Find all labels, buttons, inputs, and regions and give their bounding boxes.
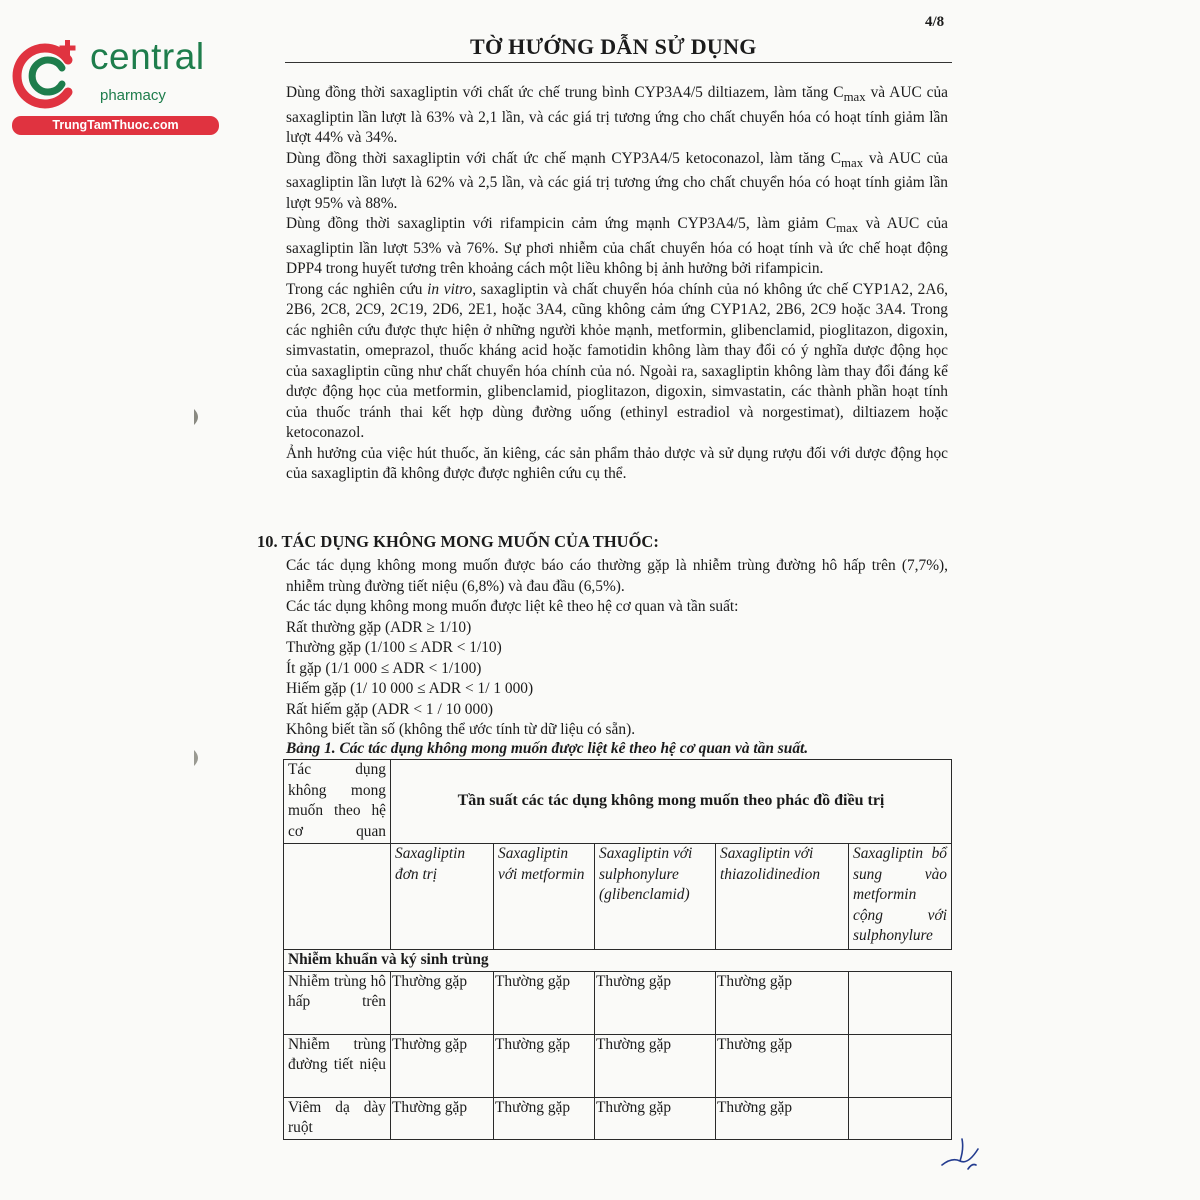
frequency-cell: Thường gặp xyxy=(494,1034,595,1097)
frequency-definition: Ít gặp (1/1 000 ≤ ADR < 1/100) xyxy=(286,659,482,677)
signature-mark xyxy=(938,1135,982,1175)
frequency-cell: Thường gặp xyxy=(716,1034,849,1097)
section-line: Các tác dụng không mong muốn được báo cáo thường gặp là nhiễm trùng đường hô hấp trên (7,7%), nhiễm trùng đường tiết niệu (6,8%) và đau đầu (6,5%). xyxy=(286,557,948,595)
title-divider xyxy=(285,62,952,63)
frequency-cell: Thường gặp xyxy=(595,971,716,1034)
document-title: TỜ HƯỚNG DẪN SỬ DỤNG xyxy=(470,34,757,59)
frequency-cell: Thường gặp xyxy=(716,1097,849,1139)
frequency-cell: Thường gặp xyxy=(595,1097,716,1139)
frequency-cell xyxy=(849,1034,952,1097)
organ-group-label: Nhiễm khuẩn và ký sinh trùng xyxy=(284,950,952,972)
frequency-definition: Thường gặp (1/100 ≤ ADR < 1/10) xyxy=(286,639,502,656)
brand-subtitle: pharmacy xyxy=(100,87,166,104)
frequency-cell: Thường gặp xyxy=(391,1097,494,1139)
adverse-reaction-table xyxy=(283,759,952,1140)
reaction-label: Nhiễm trùng đường tiết niệu xyxy=(284,1034,391,1097)
table-row xyxy=(284,1097,952,1139)
paragraph-in-vitro: Trong các nghiên cứu in vitro, saxagliptin và chất chuyển hóa chính của nó không ức chế CYP1A2, 2A6, 2B6, 2C8, 2C9, 2C19, 2D6, 2E1, hoặc 3A4, cũng không cảm ứng CYP1A2, 2B6, 2C9 hoặc 3A4. Trong các nghiên cứu được thực hiện ở những người khỏe mạnh, metformin, glibenclamid, pioglitazon, digoxin, simvastatin, omeprazol, thuốc kháng acid hoặc famotidin không làm thay đổi có ý nghĩa dược động học của saxagliptin cũng như chất chuyển hóa chính của nó. Ngoài ra, saxagliptin không làm thay đổi đáng kể dược động học của metformin, glibenclamid, pioglitazon, digoxin, simvastatin, các thành phần hoạt tính của thuốc tránh thai kết hợp dùng đường uống (ethinyl estradiol và norgestimat), diltiazem hoặc ketoconazol. xyxy=(286,280,948,442)
punch-hole-mark xyxy=(193,407,203,427)
central-pharmacy-logo xyxy=(10,38,220,138)
empty-cell xyxy=(284,844,391,950)
frequency-definition: Rất hiếm gặp (ADR < 1 / 10 000) xyxy=(286,700,494,718)
brand-website[interactable]: TrungTamThuoc.com xyxy=(12,116,219,135)
page-number: 4/8 xyxy=(925,14,945,30)
frequency-cell: Thường gặp xyxy=(716,971,849,1034)
frequency-definition: Hiếm gặp (1/ 10 000 ≤ ADR < 1/ 1 000) xyxy=(286,680,534,697)
frequency-cell: Thường gặp xyxy=(494,1097,595,1139)
reaction-label: Nhiễm trùng hô hấp trên xyxy=(284,971,391,1034)
paragraph-diltiazem: Dùng đồng thời saxagliptin với chất ức chế trung bình CYP3A4/5 diltiazem, làm tăng $C_{max}$ và AUC của saxagliptin lần lượt là 63% và 2,1 lần, và các giá trị tương ứng cho chất chuyển hóa có hoạt tính giảm lần lượt 44% và 34%. xyxy=(286,84,949,147)
frequency-cell: Thường gặp xyxy=(391,971,494,1034)
corner-header: Tác dụng không mong muốn theo hệ cơ quan xyxy=(284,760,391,844)
regimen-header: Saxagliptin với thiazolidinedion xyxy=(716,844,849,950)
regimen-header: Saxagliptin bổ sung vào metformin cộng với sulphonylure xyxy=(849,844,952,950)
paragraph-rifampicin: Dùng đồng thời saxagliptin với rifampicin cảm ứng mạnh CYP3A4/5, làm giảm $C_{max}$ và AUC của saxagliptin lần lượt 53% và 76%. Sự phơi nhiễm của chất chuyển hóa có hoạt tính và ức chế hoạt động DPP4 trong huyết tương trên khoảng cách một liều không bị ảnh hưởng bởi rifampicin. xyxy=(286,215,948,278)
regimen-header: Saxagliptin với metformin xyxy=(494,844,595,950)
frequency-definition: Không biết tần số (không thể ước tính từ dữ liệu có sẵn). xyxy=(286,721,636,738)
frequency-cell xyxy=(849,971,952,1034)
frequency-definition: Rất thường gặp (ADR ≥ 1/10) xyxy=(286,618,472,636)
punch-hole-mark xyxy=(193,748,203,768)
paragraph-ketoconazol: Dùng đồng thời saxagliptin với chất ức chế mạnh CYP3A4/5 ketoconazol, làm tăng $C_{max}$ và AUC của saxagliptin lần lượt là 62% và 2,5 lần, và các giá trị tương ứng cho chất chuyển hóa có hoạt tính giảm lần lượt 95% và 88%. xyxy=(286,149,948,212)
regimen-header: Saxagliptin với sulphonylure (glibenclamid) xyxy=(595,844,716,950)
section-line: Các tác dụng không mong muốn được liệt kê theo hệ cơ quan và tần suất: xyxy=(286,598,739,615)
pharmacy-cross-icon xyxy=(10,38,90,114)
frequency-cell: Thường gặp xyxy=(391,1034,494,1097)
frequency-cell: Thường gặp xyxy=(595,1034,716,1097)
section-10-heading: 10. TÁC DỤNG KHÔNG MONG MUỐN CỦA THUỐC: xyxy=(257,532,659,551)
brand-name: central xyxy=(90,36,205,77)
section-10-body xyxy=(286,556,948,741)
reaction-label: Viêm dạ dày ruột xyxy=(284,1097,391,1139)
paragraph-smoking: Ảnh hưởng của việc hút thuốc, ăn kiêng, các sản phẩm thảo dược và sử dụng rượu đối với dược động học của saxagliptin đã không được được nghiên cứu cụ thể. xyxy=(286,444,948,483)
regimen-header: Saxagliptin đơn trị xyxy=(391,844,494,950)
document-body xyxy=(286,83,948,485)
frequency-cell xyxy=(849,1097,952,1139)
frequency-cell: Thường gặp xyxy=(494,971,595,1034)
table-row xyxy=(284,971,952,1034)
table-caption: Bảng 1. Các tác dụng không mong muốn được liệt kê theo hệ cơ quan và tần suất. xyxy=(286,740,809,757)
table-row xyxy=(284,1034,952,1097)
table-main-header: Tần suất các tác dụng không mong muốn theo phác đồ điều trị xyxy=(391,760,952,844)
